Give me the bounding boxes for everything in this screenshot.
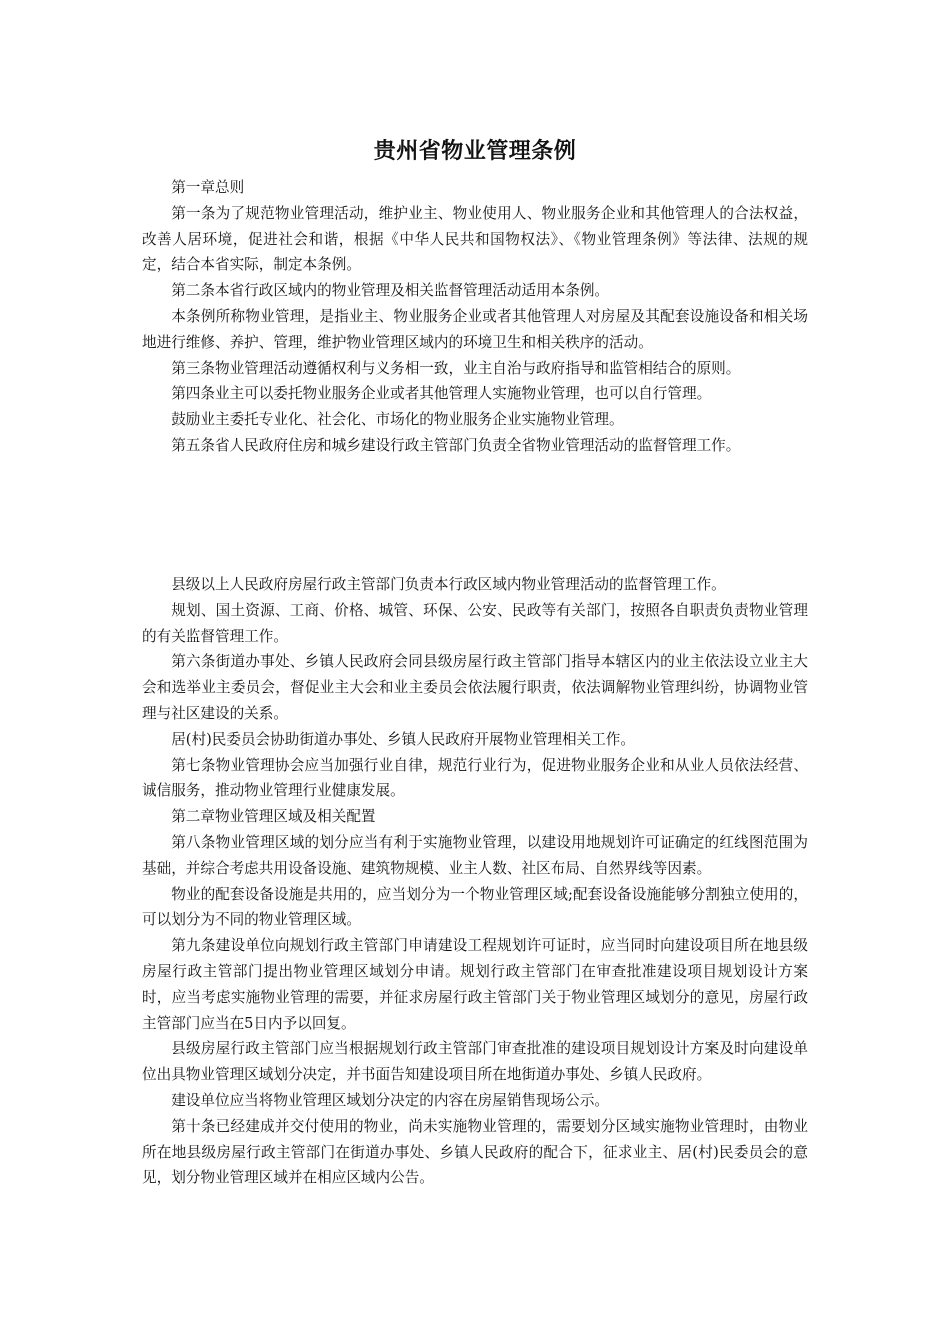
paragraph: 第十条已经建成并交付使用的物业，尚未实施物业管理的，需要划分区域实施物业管理时，由物业所在地县级房屋行政主管部门在街道办事处、乡镇人民政府的配合下，征求业主、居(村)民委员会的意见，划分物业管理区域并在相应区域内公告。 [142, 1117, 808, 1187]
section-block-2 [142, 572, 808, 1191]
paragraph: 建设单位应当将物业管理区域划分决定的内容在房屋销售现场公示。 [171, 1091, 610, 1109]
paragraph: 第四条业主可以委托物业服务企业或者其他管理人实施物业管理，也可以自行管理。 [171, 385, 712, 403]
paragraph: 鼓励业主委托专业化、社会化、市场化的物业服务企业实施物业管理。 [171, 411, 624, 429]
paragraph: 第七条物业管理协会应当加强行业自律，规范行业行为，促进物业服务企业和从业人员依法经营、诚信服务，推动物业管理行业健康发展。 [142, 756, 808, 800]
document-title: 贵州省物业管理条例 [373, 139, 577, 164]
paragraph: 第二条本省行政区域内的物业管理及相关监督管理活动适用本条例。 [171, 282, 610, 300]
chapter-heading: 第一章总则 [171, 179, 245, 196]
paragraph: 第六条街道办事处、乡镇人民政府会同县级房屋行政主管部门指导本辖区内的业主依法设立业主大会和选举业主委员会，督促业主大会和业主委员会依法履行职责，依法调解物业管理纠纷，协调物业管理与社区建设的关系。 [142, 653, 808, 722]
paragraph: 第八条物业管理区域的划分应当有利于实施物业管理，以建设用地规划许可证确定的红线图范围为基础，并综合考虑共用设备设施、建筑物规模、业主人数、社区布局、自然界线等因素。 [142, 833, 808, 877]
paragraph: 第九条建设单位向规划行政主管部门申请建设工程规划许可证时，应当同时向建设项目所在地县级房屋行政主管部门提出物业管理区域划分申请。规划行政主管部门在审查批准建设项目规划设计方案时，应当考虑实施物业管理的需要，并征求房屋行政主管部门关于物业管理区域划分的意见，房屋行政主管部门应当在5日内予以回复。 [142, 937, 808, 1032]
section-block-1 [142, 175, 808, 459]
paragraph: 居(村)民委员会协助街道办事处、乡镇人民政府开展物业管理相关工作。 [171, 730, 635, 748]
paragraph: 本条例所称物业管理，是指业主、物业服务企业或者其他管理人对房屋及其配套设施设备和相关场地进行维修、养护、管理，维护物业管理区域内的环境卫生和相关秩序的活动。 [142, 307, 808, 351]
paragraph: 县级以上人民政府房屋行政主管部门负责本行政区域内物业管理活动的监督管理工作。 [171, 576, 726, 593]
paragraph: 规划、国土资源、工商、价格、城管、环保、公安、民政等有关部门，按照各自职责负责物业管理的有关监督管理工作。 [142, 601, 808, 645]
paragraph: 物业的配套设备设施是共用的，应当划分为一个物业管理区域;配套设备设施能够分割独立使用的，可以划分为不同的物业管理区域。 [142, 885, 808, 929]
paragraph: 第五条省人民政府住房和城乡建设行政主管部门负责全省物业管理活动的监督管理工作。 [171, 436, 741, 454]
paragraph: 县级房屋行政主管部门应当根据规划行政主管部门审查批准的建设项目规划设计方案及时向建设单位出具物业管理区域划分决定，并书面告知建设项目所在地街道办事处、乡镇人民政府。 [142, 1040, 808, 1084]
paragraph: 第一条为了规范物业管理活动，维护业主、物业使用人、物业服务企业和其他管理人的合法权益，改善人居环境，促进社会和谐，根据《中华人民共和国物权法》、《物业管理条例》等法律、法规的规定，结合本省实际，制定本条例。 [142, 204, 808, 274]
paragraph: 第三条物业管理活动遵循权利与义务相一致，业主自治与政府指导和监管相结合的原则。 [171, 359, 741, 377]
chapter-heading: 第二章物业管理区域及相关配置 [171, 808, 376, 826]
